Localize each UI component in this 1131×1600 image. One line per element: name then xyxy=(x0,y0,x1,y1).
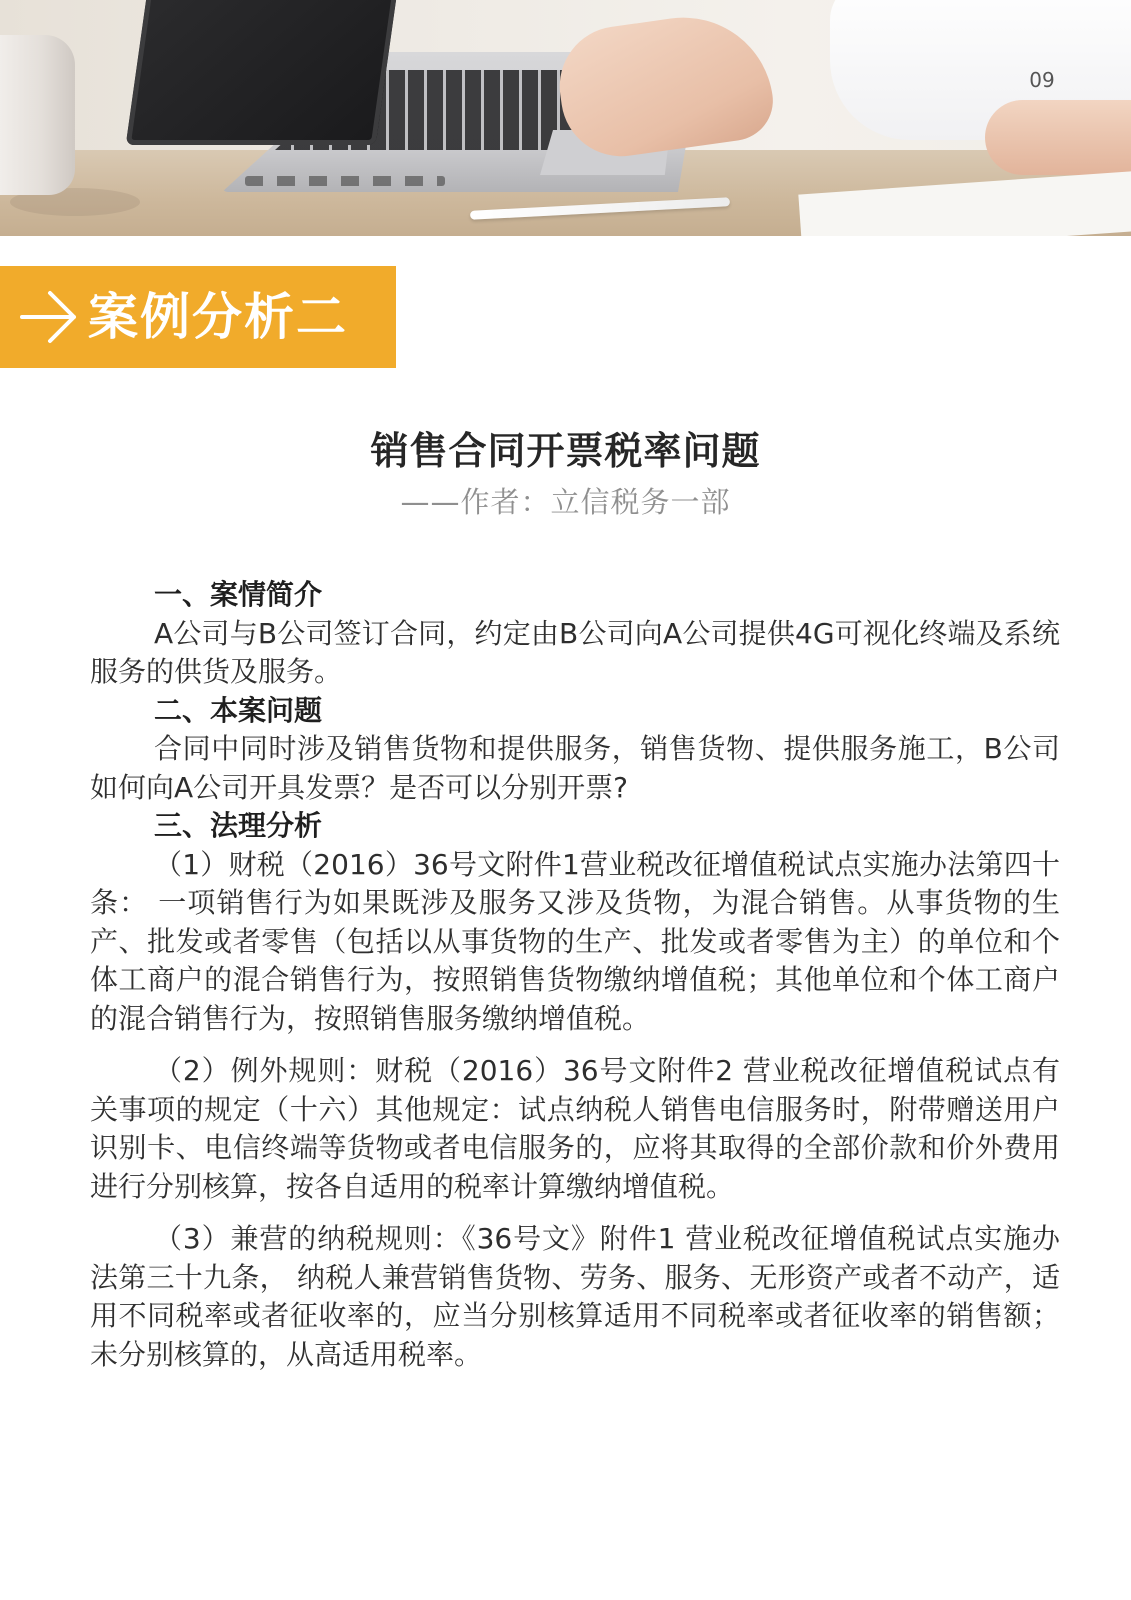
paragraph: 合同中同时涉及销售货物和提供服务，销售货物、提供服务施工，B公司如何向A公司开具发票？是否可以分别开票? xyxy=(90,732,1060,804)
paragraph: （1）财税（2016）36号文附件1营业税改征增值税试点实施办法第四十条： 一项销售行为如果既涉及服务又涉及货物，为混合销售。从事货物的生产、批发或者零售（包括以从事货物的生产、批发或者零售为主）的单位和个体工商户的混合销售行为，按照销售货物缴纳增值税；其他单位和个体工商户的混合销售行为，按照销售服务缴纳增值税。 xyxy=(90,847,1060,1035)
section-banner xyxy=(0,266,396,368)
coffee-cup xyxy=(0,35,75,195)
hero-photo xyxy=(0,0,1131,236)
paragraph: （3）兼营的纳税规则：《36号文》附件1 营业税改征增值税试点实施办法第三十九条， 纳税人兼营销售货物、劳务、服务、无形资产或者不动产，适用不同税率或者征收率的，应当分别核算适用不同税率或者征收率的销售额；未分别核算的，从高适用税率。 xyxy=(90,1222,1060,1371)
section-heading: 一、案情简介 xyxy=(154,578,323,611)
laptop-ports xyxy=(245,176,445,186)
document-author: ——作者：立信税务一部 xyxy=(400,485,731,519)
laptop-screen xyxy=(126,0,401,145)
resting-hand xyxy=(985,100,1131,175)
banner-title: 案例分析二 xyxy=(88,288,348,346)
document-body xyxy=(90,576,1060,1374)
arrow-right-icon xyxy=(20,289,78,345)
section-heading: 二、本案问题 xyxy=(154,693,323,727)
paragraph: （2）例外规则：财税（2016）36号文附件2 营业税改征增值税试点有关事项的规定（十六）其他规定：试点纳税人销售电信服务时，附带赠送用户识别卡、电信终端等货物或者电信服务的，应将其取得的全部价款和价外费用进行分别核算，按各自适用的税率计算缴纳增值税。 xyxy=(90,1054,1060,1203)
page-number: 09 xyxy=(1029,68,1055,92)
document-title: 销售合同开票税率问题 xyxy=(370,429,761,473)
typing-hand xyxy=(552,6,778,164)
section-heading: 三、法理分析 xyxy=(154,809,323,842)
paragraph: A公司与B公司签订合同，约定由B公司向A公司提供4G可视化终端及系统服务的供货及服务。 xyxy=(90,616,1060,688)
